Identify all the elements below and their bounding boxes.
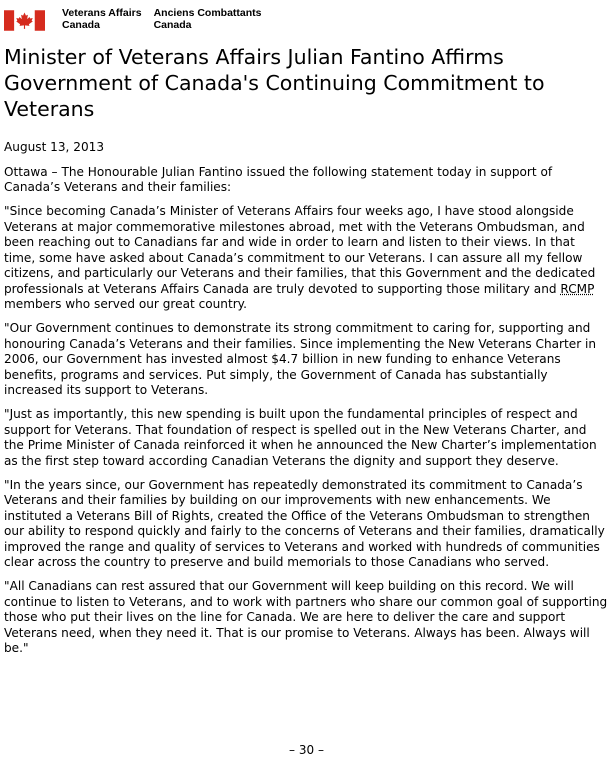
article-date: August 13, 2013 <box>4 140 105 154</box>
end-marker: – 30 – <box>289 743 324 757</box>
paragraph-1-text: "Since becoming Canada’s Minister of Veterans Affairs four weeks ago, I have stood alongside Veterans at major commemorative milestones abroad, met with the Veterans Ombudsman, and been reaching out to Canadians far and wide in order to learn and listen to their views. In that time, some have asked about Canada’s commitment to our Veterans. I can assure all my fellow citizens, and particularly our Veterans and their families, that this Government and the dedicated professionals at Veterans Affairs Canada are truly devoted to supporting those military and <box>4 204 596 296</box>
intro-paragraph: Ottawa – The Honourable Julian Fantino issued the following statement today in support of Canada’s Veterans and their families: <box>4 164 553 194</box>
statement-paragraph-5: "All Canadians can rest assured that our Government will keep building on this record. We will continue to listen to Veterans, and to work with partners who share our common goal of supporting those who put their lives on the line for Canada. We are here to deliver the care and support Veterans need, when they need it. That is our promise to Veterans. Always has been. Always will be." <box>4 579 608 655</box>
rcmp-abbreviation: RCMP <box>560 281 595 296</box>
statement-paragraph-1 <box>4 204 609 313</box>
department-fr-line2: Canada <box>153 18 192 31</box>
page-header <box>4 8 262 34</box>
paragraph-1-text-end: members who served our great country. <box>4 297 247 311</box>
article-body <box>4 140 609 665</box>
statement-paragraph-3: "Just as importantly, this new spending is built upon the fundamental principles of respect and support for Veterans. That foundation of respect is spelled out in the New Veterans Charter, and the Prime Minister of Canada reinforced it when he announced the New Charter’s implementation as the first step toward according Canadian Veterans the dignity and support they deserve. <box>4 407 597 468</box>
department-en-line1: Veterans Affairs <box>62 7 142 19</box>
statement-paragraph-4: "In the years since, our Government has repeatedly demonstrated its commitment to Canada’s Veterans and their families by building on our improvements with new enhancements. We instituted a Veterans Bill of Rights, created the Office of the Veterans Ombudsman to strengthen our ability to respond quickly and fairly to the concerns of Veterans and their families, dramatically improved the range and quality of services to Veterans and worked with hundreds of communities clear across the country to preserve and build memorials to those Canadians who served. <box>4 477 605 569</box>
department-en-line2: Canada <box>62 18 100 31</box>
department-fr-line1: Anciens Combattants <box>153 7 262 19</box>
canada-flag-icon <box>4 10 45 31</box>
department-name-fr <box>154 8 262 31</box>
statement-paragraph-2: "Our Government continues to demonstrate its strong commitment to caring for, supporting and honouring Canada’s Veterans and their families. Since implementing the New Veterans Charter in 2006, our Government has invested almost $4.7 billion in new funding to enhance Veterans benefits, programs and services. Put simply, the Government of Canada has substantially increased its support to Veterans. <box>4 321 597 397</box>
department-name-en <box>62 8 142 31</box>
article-title: Minister of Veterans Affairs Julian Fantino Affirms Government of Canada's Continuing Commitment to Veterans <box>4 45 545 121</box>
